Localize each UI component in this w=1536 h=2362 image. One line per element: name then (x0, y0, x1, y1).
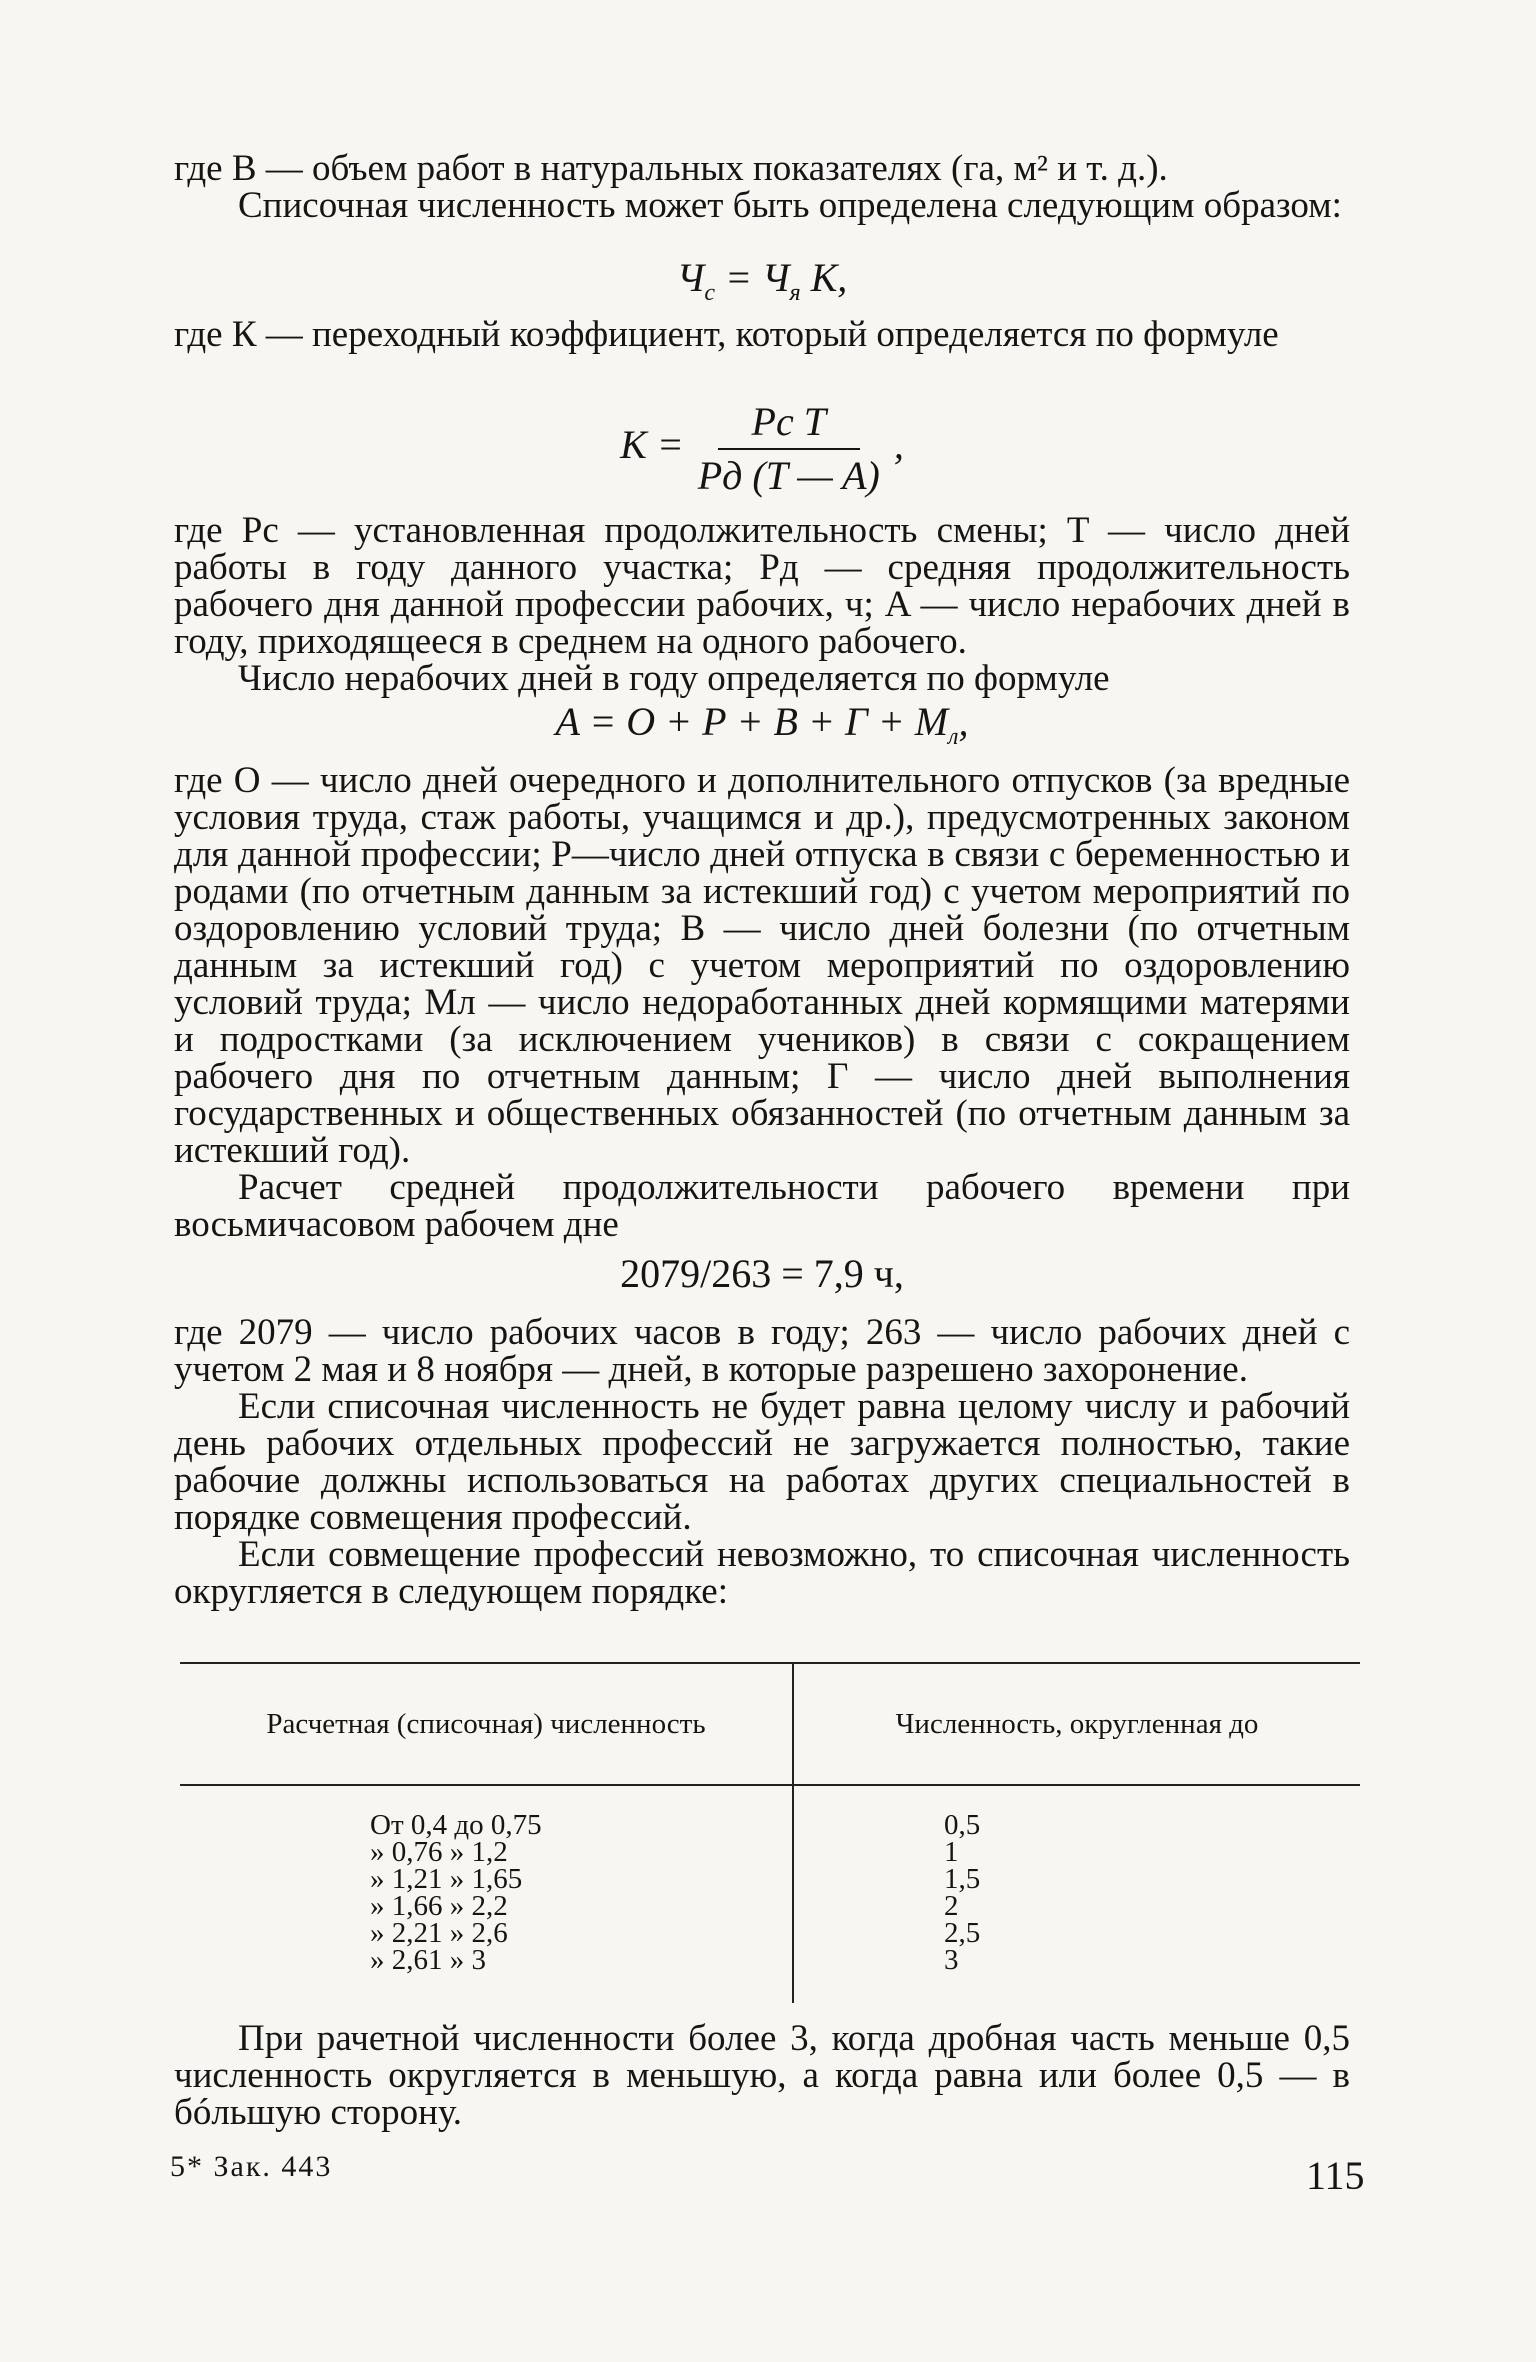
table-row (180, 1785, 1360, 2003)
paragraph-components: где О — число дней очередного и дополнительного отпусков (за вредные условия труда, стаж работы, учащимся и др.), предусмотренных законом для данной профессии; Р—число дней отпуска в связи с беременностью и родами (по отчетным данным за истекший год) с учетом мероприятий по оздоровлению условий труда; В — число дней болезни (по отчетным данным за истекший год) с учетом мероприятий по оздоровлению условий труда; Мл — число недоработанных дней кормящими матерями и подростками (за исключением учеников) в связи с сокращением рабочего дня по отчетным данным; Г — число дней выполнения государственных и общественных обязанностей (по отчетным данным за истекший год). (174, 760, 1350, 1171)
paragraph-conclusion: При рачетной численности более 3, когда дробная часть меньше 0,5 численность округляется в меньшую, а когда равна или более 0,5 — в бóльшую сторону. (174, 2018, 1350, 2133)
paragraph-staff-count: Списочная численность может быть определена следующим образом: (238, 185, 1342, 226)
fraction: $\frac{\text{Pс T}}{Pд (T — A)}$ (697, 399, 880, 498)
print-order-label: 5* Зак. 443 (170, 2150, 333, 2183)
paragraph-rounding: Если совмещение профессий невозможно, то списочная численность округляется в следующем порядке: (174, 1534, 1350, 1612)
text-coefficient (174, 316, 1350, 353)
table-header-row (180, 1663, 1360, 1785)
formula-nonworking: $A = О + Р + В + Г + М_л$, (555, 699, 969, 750)
page-number: 115 (1306, 2153, 1365, 2198)
calculated-values: От 0,4 до 0,75 » 0,76 » 1,2 » 1,21 » 1,65 » 1,66 » 2,2 » 2,21 » 2,6 » 2,61 » 3 (180, 1785, 793, 2003)
formula-average: 2079/263 = 7,9 ч, (620, 1251, 904, 1296)
paragraph-average: Расчет средней продолжительности рабочего времени при восьмичасовом рабочем дне (174, 1167, 1350, 1245)
header-rounded: Численность, округленная до (793, 1663, 1360, 1785)
formula-coefficient: К = $\frac{\text{Pс T}}{Pд (T — A)}$ , (620, 399, 904, 498)
paragraph-definitions: где Pс — установленная продолжительность смены; T — число дней работы в году данного участка; Pд — средняя продолжительность рабочего дня данной профессии рабочих, ч; A — число нерабочих дней в году, приходящееся в среднем на одного рабочего. (174, 510, 1350, 662)
header-calculated: Расчетная (списочная) численность (180, 1663, 793, 1785)
paragraph-nonworking: Число нерабочих дней в году определяется по формуле (238, 658, 1110, 699)
text-conclusion (174, 2020, 1350, 2131)
text-rounding (174, 1314, 1350, 1610)
rounded-values: 0,5 1 1,5 2 2,5 3 (944, 1809, 981, 1976)
text-top (174, 150, 1350, 224)
paragraph-non-integer: Если списочная численность не будет равна целому числу и рабочий день рабочих отдельных профессий не загружается полностью, такие рабочие должны использоваться на работах других специальностей в порядке совмещения профессий. (174, 1386, 1350, 1538)
text-components (174, 762, 1350, 1243)
formula-staff: $Ч_с = Ч_я$ К, (676, 255, 848, 306)
paragraph-coefficient: где К — переходный коэффициент, который определяется по формуле (174, 314, 1279, 355)
paragraph-volume: где В — объем работ в натуральных показателях (га, м² и т. д.). (174, 148, 1168, 189)
text-definitions (174, 512, 1350, 697)
rounding-table (180, 1662, 1360, 2003)
paragraph-hours: где 2079 — число рабочих часов в году; 263 — число рабочих дней с учетом 2 мая и 8 ноября — дней, в которые разрешено захоронение. (174, 1312, 1350, 1390)
